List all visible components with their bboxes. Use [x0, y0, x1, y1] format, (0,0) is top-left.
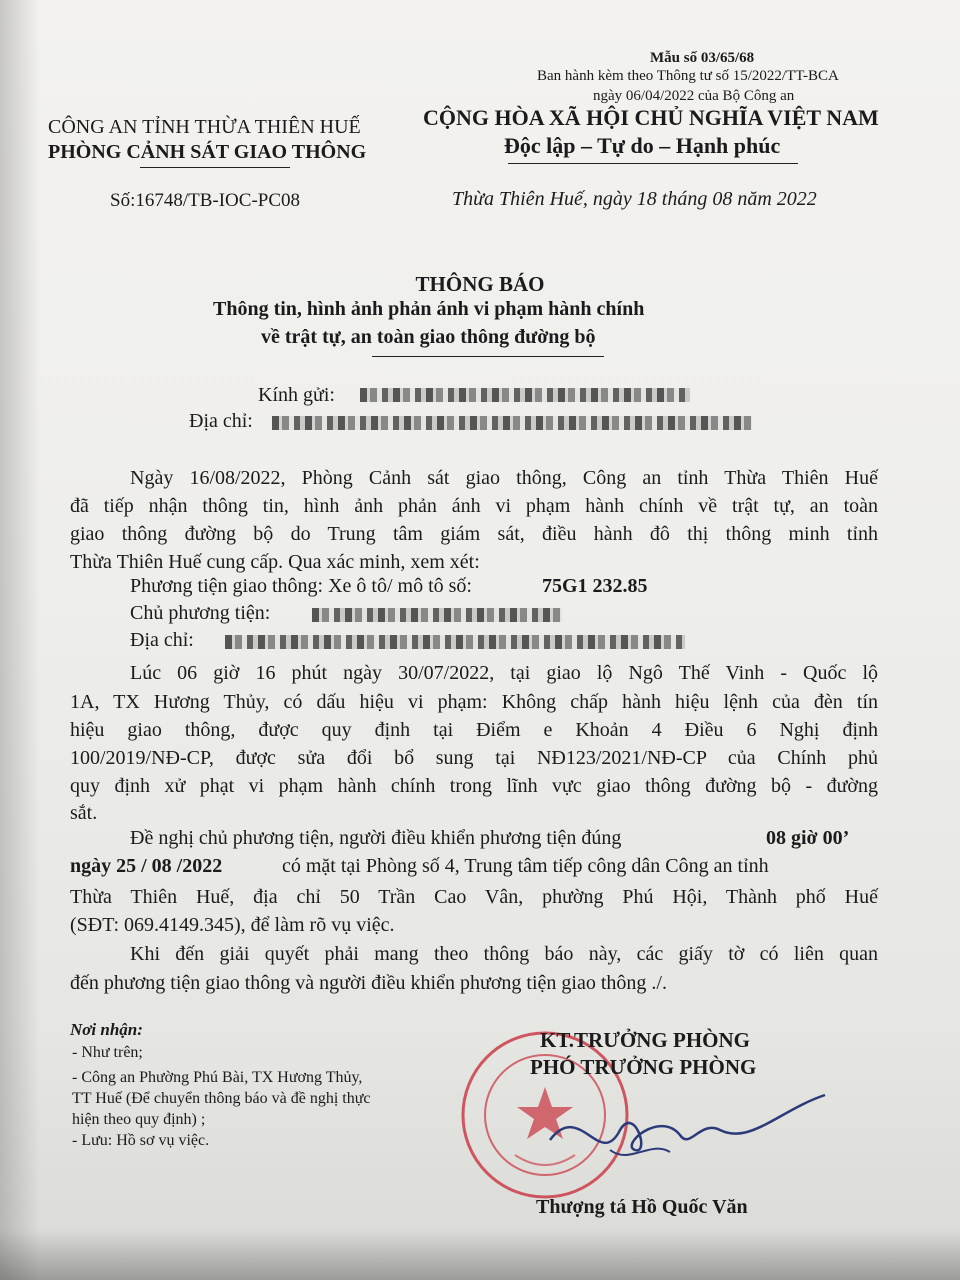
form-date-line: ngày 06/04/2022 của Bộ Công an [593, 88, 795, 104]
recipients-item-4: hiện theo quy định) ; [72, 1111, 206, 1128]
form-number: Mẫu số 03/65/68 [650, 50, 755, 66]
paragraph-3-line-4: (SĐT: 069.4149.345), để làm rõ vụ việc. [70, 914, 395, 936]
paragraph-3-line-3: Thừa Thiên Huế, địa chỉ 50 Trần Cao Vân, phường Phú Hội, Thành phố Huế [70, 886, 878, 908]
paragraph-2-line-4: 100/2019/NĐ-CP, được sửa đổi bổ sung tại NĐ123/2021/NĐ-CP của Chính phủ [70, 747, 878, 769]
paragraph-1-line-3: giao thông đường bộ do Trung tâm giám sát, điều hành đô thị thông minh tỉnh [70, 523, 878, 545]
redacted-owner [312, 608, 562, 622]
recipient-label: Kính gửi: [258, 384, 335, 406]
document-number: Số:16748/TB-IOC-PC08 [110, 190, 301, 211]
signatory-title: KT.TRƯỞNG PHÒNG [540, 1028, 750, 1052]
appointment-date: ngày 25 / 08 /2022 [70, 855, 223, 877]
bottom-shadow [0, 1230, 960, 1280]
paragraph-2-line-3: hiệu giao thông, được quy định tại Điểm e Khoản 4 Điều 6 Nghị định [70, 719, 878, 741]
redacted-recipient [360, 388, 690, 402]
vehicle-plate: 75G1 232.85 [542, 575, 648, 597]
recipients-item-3: TT Huế (Để chuyển thông báo và đề nghị thực [72, 1090, 371, 1107]
signatory-subtitle: PHÓ TRƯỞNG PHÒNG [530, 1055, 757, 1079]
appointment-time: 08 giờ 00’ [766, 827, 850, 849]
department-underline [140, 167, 290, 168]
paragraph-4-line-2: đến phương tiện giao thông và người điều khiển phương tiện giao thông ./. [70, 972, 667, 994]
recipients-item-5: - Lưu: Hồ sơ vụ việc. [72, 1132, 210, 1149]
owner-label: Chủ phương tiện: [130, 602, 271, 624]
document-subtitle-line-1: Thông tin, hình ảnh phản ánh vi phạm hành chính [213, 298, 645, 320]
paragraph-1-line-2: đã tiếp nhận thông tin, hình ảnh phản ánh vi phạm hành chính về trật tự, an toàn [70, 495, 878, 517]
paragraph-1-line-4: Thừa Thiên Huế cung cấp. Qua xác minh, xem xét: [70, 551, 480, 573]
motto-underline [508, 163, 798, 164]
document-subtitle-line-2: về trật tự, an toàn giao thông đường bộ [261, 326, 596, 348]
paragraph-2-line-5: quy định xử phạt vi phạm hành chính trong lĩnh vực giao thông đường bộ - đường [70, 775, 878, 797]
paragraph-3-line-1-start: Đề nghị chủ phương tiện, người điều khiển phương tiện đúng [130, 827, 622, 849]
paragraph-2-line-2: 1A, TX Hương Thủy, có dấu hiệu vi phạm: Không chấp hành hiệu lệnh của đèn tín [70, 691, 878, 713]
recipients-heading: Nơi nhận: [70, 1020, 143, 1039]
owner-address-label: Địa chỉ: [130, 629, 194, 651]
subtitle-underline [372, 356, 604, 357]
redacted-owner-address [225, 635, 685, 649]
page-edge-shadow [0, 0, 40, 1280]
signer-name: Thượng tá Hồ Quốc Văn [536, 1196, 748, 1218]
paragraph-4-line-1: Khi đến giải quyết phải mang theo thông báo này, các giấy tờ có liên quan [130, 943, 878, 965]
form-issued-line: Ban hành kèm theo Thông tư số 15/2022/TT-BCA [537, 68, 839, 84]
handwritten-signature [540, 1080, 830, 1190]
national-motto: Độc lập – Tự do – Hạnh phúc [504, 133, 781, 158]
place-date: Thừa Thiên Huế, ngày 18 tháng 08 năm 2022 [452, 188, 817, 210]
recipients-item-1: - Như trên; [72, 1044, 143, 1061]
redacted-address [272, 416, 752, 430]
document-title: THÔNG BÁO [415, 272, 545, 296]
nation-name: CỘNG HÒA XÃ HỘI CHỦ NGHĨA VIỆT NAM [423, 105, 879, 130]
department-name: PHÒNG CẢNH SÁT GIAO THÔNG [48, 141, 367, 163]
paragraph-2-line-1: Lúc 06 giờ 16 phút ngày 30/07/2022, tại giao lộ Ngô Thế Vinh - Quốc lộ [130, 662, 878, 684]
paragraph-2-line-6: sắt. [70, 802, 98, 824]
paragraph-1-line-1: Ngày 16/08/2022, Phòng Cảnh sát giao thông, Công an tỉnh Thừa Thiên Huế [130, 467, 878, 489]
address-label: Địa chỉ: [189, 410, 253, 432]
agency-name: CÔNG AN TỈNH THỪA THIÊN HUẾ [48, 116, 361, 138]
paragraph-3-line-2-rest: có mặt tại Phòng số 4, Trung tâm tiếp công dân Công an tỉnh [282, 855, 769, 877]
recipients-item-2: - Công an Phường Phú Bài, TX Hương Thủy, [72, 1069, 363, 1086]
vehicle-label: Phương tiện giao thông: Xe ô tô/ mô tô số: [130, 575, 472, 597]
